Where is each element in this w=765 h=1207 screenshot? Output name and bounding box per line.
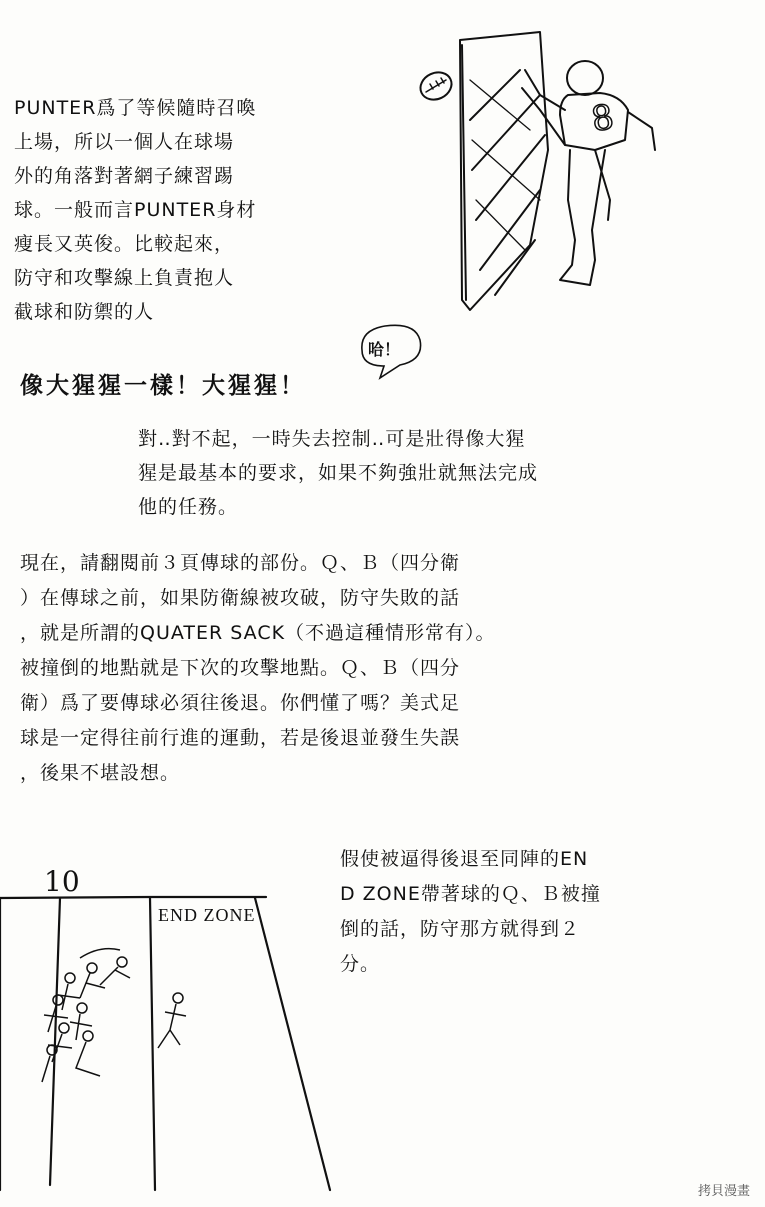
punter-description: PUNTER爲了等候隨時召喚 上場，所以一個人在球場 外的角落對著網子練習踢 球。一般而言PUNTER身材 瘦長又英俊。比較起來， 防守和攻擊線上負責抱人 截球和防禦的人 (14, 97, 257, 323)
quarterback-sack-paragraph: 現在，請翻閱前３頁傳球的部份。Ｑ、Ｂ（四分衛 ）在傳球之前，如果防衛線被攻破，防守失敗的話 ，就是所謂的QUATER SACK（不過這種情形常有）。 被撞倒的地點就是下次的攻擊地點。Ｑ、Ｂ（四分 衛）爲了要傳球必須往後退。你們懂了嗎？美式足 球是一定得往前行進的運動，若是後退並發生失誤 ，後果不堪設想。 (20, 552, 496, 784)
safety-paragraph: 假使被逼得後退至同陣的EN D ZONE帶著球的Ｑ、Ｂ被撞 倒的話，防守那方就得到２ 分。 (340, 848, 601, 975)
speech-bubble-text: 哈！ (368, 340, 401, 359)
svg-text:8: 8 (588, 96, 617, 141)
apology-paragraph: 對‥對不起，一時失去控制‥可是壯得像大猩 猩是最基本的要求，如果不夠強壯就無法完成 他的任務。 (138, 428, 539, 518)
shout-caption: 像大猩猩一樣！大猩猩！ (20, 373, 306, 399)
field-yard-number: 10 (44, 865, 80, 898)
end-zone-label: END ZONE (158, 905, 256, 925)
watermark: 拷貝漫畫 (698, 1184, 751, 1199)
